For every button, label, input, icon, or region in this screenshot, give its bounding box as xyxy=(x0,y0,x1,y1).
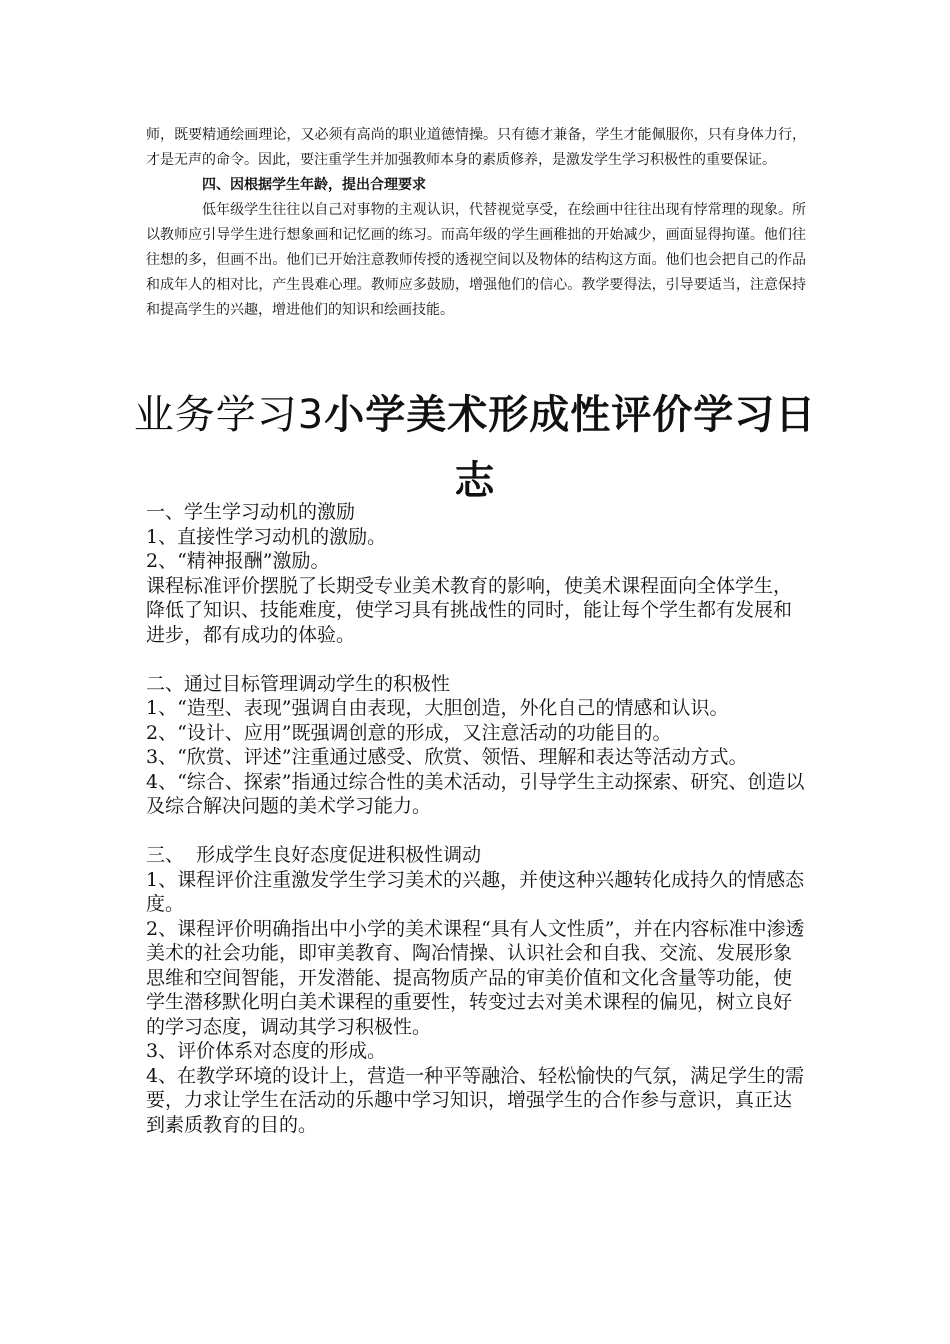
paragraph: 低年级学生往往以自己对事物的主观认识，代替视觉享受，在绘画中往往出现有悖常理的现象。所以教师应引导学生进行想象画和记忆画的练习。而高年级的学生画稚拙的开始减少，画面显得拘谨。他们往往想的多，但画不出。他们已开始注意教师传授的透视空间以及物体的结构这方面。他们也会把自己的作品和成年人的相对比，产生畏难心理。教师应多鼓励，增强他们的信心。教学要得法，引导要适当，注意保持和提高学生的兴趣，增进他们的知识和绘画技能。 xyxy=(146,202,806,318)
article-body xyxy=(146,500,808,1137)
section-heading: 二、通过目标管理调动学生的积极性 xyxy=(146,672,451,695)
paragraph: 2、课程评价明确指出中小学的美术课程“具有人文性质”，并在内容标准中渗透美术的社会功能，即审美教育、陶冶情操、认识社会和自我、交流、发展形象思维和空间智能，开发潜能、提高物质产品的审美价值和文化含量等功能，使学生潜移默化明白美术课程的重要性，转变过去对美术课程的偏见，树立良好的学习态度，调动其学习积极性。 xyxy=(146,917,805,1038)
paragraph: 4、“综合、探索”指通过综合性的美术活动，引导学生主动探索、研究、创造以及综合解决问题的美术学习能力。 xyxy=(146,770,805,817)
title-prefix: 业务学习3 xyxy=(133,392,325,438)
title-main: 小学美术形成性评价学习日志 xyxy=(324,392,817,504)
paragraph: 1、直接性学习动机的激励。 xyxy=(146,525,387,548)
previous-article-tail xyxy=(146,123,806,323)
section-subheading: 四、因根据学生年龄，提出合理要求 xyxy=(202,177,426,193)
document-title xyxy=(130,382,820,514)
paragraph: 2、“精神报酬”激励。 xyxy=(146,550,330,572)
paragraph: 3、“欣赏、评述”注重通过感受、欣赏、领悟、理解和表达等活动方式。 xyxy=(146,746,748,768)
paragraph: 师，既要精通绘画理论，又必须有高尚的职业道德情操。只有德才兼备，学生才能佩服你，只有身体力行，才是无声的命令。因此，要注重学生并加强教师本身的素质修养，是激发学生学习积极性的重要保证。 xyxy=(146,127,806,168)
paragraph: 课程标准评价摆脱了长期受专业美术教育的影响，使美术课程面向全体学生，降低了知识、技能难度，使学习具有挑战性的同时，能让每个学生都有发展和进步，都有成功的体验。 xyxy=(146,574,793,646)
blank-line xyxy=(146,647,808,672)
paragraph: 1、课程评价注重激发学生学习美术的兴趣，并使这种兴趣转化成持久的情感态度。 xyxy=(146,868,805,915)
section-heading: 三、 形成学生良好态度促进积极性调动 xyxy=(146,844,482,866)
paragraph: 1、“造型、表现”强调自由表现，大胆创造，外化自己的情感和认识。 xyxy=(146,697,729,719)
paragraph: 3、评价体系对态度的形成。 xyxy=(146,1040,387,1062)
blank-line xyxy=(146,819,808,844)
paragraph: 2、“设计、应用”既强调创意的形成，又注意活动的功能目的。 xyxy=(146,721,672,744)
section-heading: 一、学生学习动机的激励 xyxy=(146,501,356,523)
paragraph: 4、在教学环境的设计上，营造一种平等融洽、轻松愉快的气氛，满足学生的需要，力求让学生在活动的乐趣中学习知识，增强学生的合作参与意识，真正达到素质教育的目的。 xyxy=(146,1064,805,1136)
